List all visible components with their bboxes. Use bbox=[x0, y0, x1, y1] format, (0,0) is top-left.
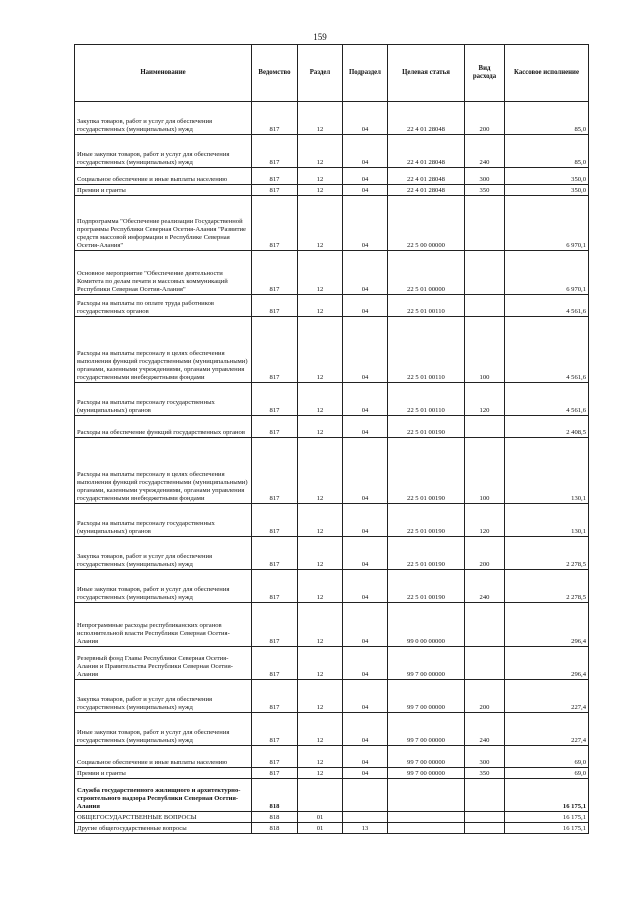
cell-cash: 227,4 bbox=[505, 713, 589, 746]
cell-name: Закупка товаров, работ и услуг для обеспечения государственных (муниципальных) нужд bbox=[75, 102, 252, 135]
cell-expense-type bbox=[465, 823, 505, 834]
cell-ministry: 817 bbox=[252, 680, 298, 713]
cell-section: 12 bbox=[298, 438, 343, 504]
cell-ministry: 817 bbox=[252, 168, 298, 185]
cell-subsection: 04 bbox=[343, 746, 388, 768]
cell-section: 12 bbox=[298, 647, 343, 680]
cell-target: 22 5 01 00190 bbox=[388, 416, 465, 438]
cell-cash: 2 278,5 bbox=[505, 570, 589, 603]
cell-section: 12 bbox=[298, 713, 343, 746]
cell-target: 22 5 01 00110 bbox=[388, 317, 465, 383]
cell-expense-type bbox=[465, 196, 505, 251]
cell-cash: 2 278,5 bbox=[505, 537, 589, 570]
table-row bbox=[75, 185, 589, 196]
header-ministry: Ведомство bbox=[252, 45, 298, 102]
header-target: Целевая статья bbox=[388, 45, 465, 102]
table-row bbox=[75, 768, 589, 779]
cell-section: 12 bbox=[298, 317, 343, 383]
cell-name: Расходы на обеспечение функций государственных органов bbox=[75, 416, 252, 438]
table-row bbox=[75, 504, 589, 537]
cell-target: 22 4 01 28048 bbox=[388, 102, 465, 135]
cell-section: 12 bbox=[298, 537, 343, 570]
cell-ministry: 817 bbox=[252, 102, 298, 135]
cell-name: Служба государственного жилищного и архитектурно-строительного надзора Республики Северная Осетия-Алания bbox=[75, 779, 252, 812]
table-row bbox=[75, 251, 589, 295]
cell-cash: 6 970,1 bbox=[505, 196, 589, 251]
cell-expense-type: 200 bbox=[465, 102, 505, 135]
cell-expense-type bbox=[465, 295, 505, 317]
cell-target: 22 5 01 00190 bbox=[388, 438, 465, 504]
cell-ministry: 817 bbox=[252, 383, 298, 416]
cell-cash: 16 175,1 bbox=[505, 779, 589, 812]
table-row bbox=[75, 537, 589, 570]
cell-name: Непрограммные расходы республиканских органов исполнительной власти Республики Северная Осетия-Алания bbox=[75, 603, 252, 647]
cell-cash: 16 175,1 bbox=[505, 823, 589, 834]
cell-cash: 296,4 bbox=[505, 603, 589, 647]
page-number: 159 bbox=[313, 32, 327, 42]
cell-ministry: 817 bbox=[252, 603, 298, 647]
cell-expense-type: 120 bbox=[465, 383, 505, 416]
cell-section: 12 bbox=[298, 570, 343, 603]
table-header-row bbox=[75, 45, 589, 102]
table-row bbox=[75, 168, 589, 185]
cell-cash: 296,4 bbox=[505, 647, 589, 680]
cell-name: Иные закупки товаров, работ и услуг для обеспечения государственных (муниципальных) нужд bbox=[75, 570, 252, 603]
cell-ministry: 817 bbox=[252, 768, 298, 779]
cell-expense-type: 240 bbox=[465, 713, 505, 746]
cell-target: 99 7 00 00000 bbox=[388, 680, 465, 713]
table-row bbox=[75, 746, 589, 768]
table-row bbox=[75, 383, 589, 416]
cell-cash: 69,0 bbox=[505, 746, 589, 768]
cell-name: Резервный фонд Главы Республики Северная Осетия-Алания и Правительства Республики Северная Осетия-Алания bbox=[75, 647, 252, 680]
cell-name: Премии и гранты bbox=[75, 768, 252, 779]
cell-target: 22 5 01 00190 bbox=[388, 504, 465, 537]
cell-subsection: 04 bbox=[343, 383, 388, 416]
cell-cash: 85,0 bbox=[505, 135, 589, 168]
header-section: Раздел bbox=[298, 45, 343, 102]
cell-target bbox=[388, 823, 465, 834]
cell-cash: 4 561,6 bbox=[505, 295, 589, 317]
cell-ministry: 817 bbox=[252, 135, 298, 168]
cell-subsection: 04 bbox=[343, 603, 388, 647]
cell-expense-type: 120 bbox=[465, 504, 505, 537]
cell-section: 12 bbox=[298, 168, 343, 185]
cell-subsection: 04 bbox=[343, 416, 388, 438]
cell-expense-type: 200 bbox=[465, 537, 505, 570]
cell-name: Расходы на выплаты персоналу государственных (муниципальных) органов bbox=[75, 383, 252, 416]
cell-cash: 350,0 bbox=[505, 168, 589, 185]
cell-subsection: 04 bbox=[343, 768, 388, 779]
cell-target: 22 5 01 00000 bbox=[388, 251, 465, 295]
cell-name: Подпрограмма "Обеспечение реализации Государственной программы Республики Северная Осетия-Алания "Развитие средств массовой информации в Республике Северная Осетия-Алания" bbox=[75, 196, 252, 251]
cell-target: 22 4 01 28048 bbox=[388, 185, 465, 196]
cell-section bbox=[298, 779, 343, 812]
cell-subsection: 04 bbox=[343, 185, 388, 196]
header-expense-type: Вид расхода bbox=[465, 45, 505, 102]
cell-target: 99 7 00 00000 bbox=[388, 768, 465, 779]
cell-cash: 69,0 bbox=[505, 768, 589, 779]
cell-ministry: 817 bbox=[252, 416, 298, 438]
header-cash: Кассовое исполнение bbox=[505, 45, 589, 102]
cell-subsection: 04 bbox=[343, 680, 388, 713]
cell-subsection bbox=[343, 812, 388, 823]
budget-table bbox=[74, 44, 589, 834]
cell-subsection: 04 bbox=[343, 102, 388, 135]
cell-expense-type bbox=[465, 251, 505, 295]
table-row bbox=[75, 603, 589, 647]
cell-target: 99 0 00 00000 bbox=[388, 603, 465, 647]
cell-subsection: 04 bbox=[343, 135, 388, 168]
cell-expense-type: 200 bbox=[465, 680, 505, 713]
cell-name: Закупка товаров, работ и услуг для обеспечения государственных (муниципальных) нужд bbox=[75, 537, 252, 570]
cell-expense-type: 100 bbox=[465, 317, 505, 383]
cell-subsection: 04 bbox=[343, 168, 388, 185]
table-row bbox=[75, 295, 589, 317]
cell-subsection: 04 bbox=[343, 295, 388, 317]
table-row bbox=[75, 779, 589, 812]
table-row bbox=[75, 713, 589, 746]
cell-name: Расходы на выплаты персоналу в целях обеспечения выполнения функций государственными (муниципальными) органами, казенными учреждениями, органами управления государственными внебюджетными фондами bbox=[75, 317, 252, 383]
cell-ministry: 817 bbox=[252, 647, 298, 680]
cell-name: Закупка товаров, работ и услуг для обеспечения государственных (муниципальных) нужд bbox=[75, 680, 252, 713]
table-row bbox=[75, 647, 589, 680]
cell-cash: 16 175,1 bbox=[505, 812, 589, 823]
cell-cash: 350,0 bbox=[505, 185, 589, 196]
cell-target: 22 4 01 28048 bbox=[388, 135, 465, 168]
cell-name: ОБЩЕГОСУДАРСТВЕННЫЕ ВОПРОСЫ bbox=[75, 812, 252, 823]
cell-section: 12 bbox=[298, 746, 343, 768]
cell-target: 22 5 01 00110 bbox=[388, 295, 465, 317]
cell-section: 12 bbox=[298, 196, 343, 251]
cell-ministry: 817 bbox=[252, 317, 298, 383]
cell-section: 12 bbox=[298, 185, 343, 196]
cell-ministry: 817 bbox=[252, 295, 298, 317]
table-row bbox=[75, 823, 589, 834]
cell-name: Другие общегосударственные вопросы bbox=[75, 823, 252, 834]
cell-cash: 6 970,1 bbox=[505, 251, 589, 295]
cell-section: 12 bbox=[298, 383, 343, 416]
cell-section: 12 bbox=[298, 251, 343, 295]
cell-expense-type: 350 bbox=[465, 185, 505, 196]
cell-subsection: 04 bbox=[343, 713, 388, 746]
cell-name: Премии и гранты bbox=[75, 185, 252, 196]
cell-ministry: 817 bbox=[252, 713, 298, 746]
table-row bbox=[75, 135, 589, 168]
cell-expense-type bbox=[465, 603, 505, 647]
table-row bbox=[75, 196, 589, 251]
cell-name: Расходы на выплаты персоналу в целях обеспечения выполнения функций государственными (муниципальными) органами, казенными учреждениями, органами управления государственными внебюджетными фондами bbox=[75, 438, 252, 504]
cell-expense-type bbox=[465, 779, 505, 812]
cell-section: 12 bbox=[298, 504, 343, 537]
cell-section: 12 bbox=[298, 416, 343, 438]
cell-target: 99 7 00 00000 bbox=[388, 713, 465, 746]
cell-ministry: 818 bbox=[252, 823, 298, 834]
cell-target: 22 5 01 00190 bbox=[388, 570, 465, 603]
cell-section: 12 bbox=[298, 680, 343, 713]
table-row bbox=[75, 102, 589, 135]
cell-ministry: 817 bbox=[252, 570, 298, 603]
cell-target: 99 7 00 00000 bbox=[388, 746, 465, 768]
cell-subsection: 13 bbox=[343, 823, 388, 834]
cell-name: Социальное обеспечение и иные выплаты населению bbox=[75, 168, 252, 185]
cell-name: Иные закупки товаров, работ и услуг для обеспечения государственных (муниципальных) нужд bbox=[75, 135, 252, 168]
cell-cash: 227,4 bbox=[505, 680, 589, 713]
cell-ministry: 817 bbox=[252, 537, 298, 570]
cell-target: 22 4 01 28048 bbox=[388, 168, 465, 185]
cell-expense-type: 240 bbox=[465, 135, 505, 168]
cell-subsection: 04 bbox=[343, 537, 388, 570]
cell-expense-type: 240 bbox=[465, 570, 505, 603]
cell-section: 12 bbox=[298, 135, 343, 168]
cell-ministry: 817 bbox=[252, 746, 298, 768]
cell-target: 22 5 00 00000 bbox=[388, 196, 465, 251]
cell-ministry: 817 bbox=[252, 504, 298, 537]
cell-subsection: 04 bbox=[343, 438, 388, 504]
cell-subsection: 04 bbox=[343, 251, 388, 295]
cell-expense-type: 350 bbox=[465, 768, 505, 779]
cell-expense-type bbox=[465, 416, 505, 438]
cell-cash: 2 408,5 bbox=[505, 416, 589, 438]
table-row bbox=[75, 680, 589, 713]
cell-cash: 130,1 bbox=[505, 438, 589, 504]
cell-subsection: 04 bbox=[343, 196, 388, 251]
header-name: Наименование bbox=[75, 45, 252, 102]
cell-expense-type: 300 bbox=[465, 746, 505, 768]
cell-target: 22 5 01 00110 bbox=[388, 383, 465, 416]
table-row bbox=[75, 812, 589, 823]
cell-ministry: 817 bbox=[252, 438, 298, 504]
cell-expense-type: 100 bbox=[465, 438, 505, 504]
cell-target bbox=[388, 812, 465, 823]
cell-target: 99 7 00 00000 bbox=[388, 647, 465, 680]
cell-cash: 4 561,6 bbox=[505, 317, 589, 383]
cell-subsection bbox=[343, 779, 388, 812]
table-row bbox=[75, 416, 589, 438]
cell-subsection: 04 bbox=[343, 647, 388, 680]
cell-section: 12 bbox=[298, 295, 343, 317]
cell-section: 01 bbox=[298, 812, 343, 823]
cell-subsection: 04 bbox=[343, 570, 388, 603]
cell-ministry: 818 bbox=[252, 812, 298, 823]
table-row bbox=[75, 317, 589, 383]
cell-section: 12 bbox=[298, 768, 343, 779]
cell-name: Социальное обеспечение и иные выплаты населению bbox=[75, 746, 252, 768]
cell-ministry: 817 bbox=[252, 196, 298, 251]
cell-subsection: 04 bbox=[343, 504, 388, 537]
cell-section: 01 bbox=[298, 823, 343, 834]
header-subsection: Подраздел bbox=[343, 45, 388, 102]
cell-cash: 85,0 bbox=[505, 102, 589, 135]
cell-section: 12 bbox=[298, 102, 343, 135]
cell-cash: 130,1 bbox=[505, 504, 589, 537]
cell-expense-type bbox=[465, 647, 505, 680]
cell-target: 22 5 01 00190 bbox=[388, 537, 465, 570]
cell-ministry: 818 bbox=[252, 779, 298, 812]
table-row bbox=[75, 570, 589, 603]
cell-section: 12 bbox=[298, 603, 343, 647]
table-row bbox=[75, 438, 589, 504]
cell-cash: 4 561,6 bbox=[505, 383, 589, 416]
cell-name: Основное мероприятие "Обеспечение деятельности Комитета по делам печати и массовых коммуникаций Республики Северная Осетия-Алания" bbox=[75, 251, 252, 295]
cell-expense-type: 300 bbox=[465, 168, 505, 185]
cell-ministry: 817 bbox=[252, 251, 298, 295]
cell-subsection: 04 bbox=[343, 317, 388, 383]
cell-name: Иные закупки товаров, работ и услуг для обеспечения государственных (муниципальных) нужд bbox=[75, 713, 252, 746]
cell-name: Расходы на выплаты персоналу государственных (муниципальных) органов bbox=[75, 504, 252, 537]
cell-target bbox=[388, 779, 465, 812]
cell-name: Расходы на выплаты по оплате труда работников государственных органов bbox=[75, 295, 252, 317]
cell-ministry: 817 bbox=[252, 185, 298, 196]
cell-expense-type bbox=[465, 812, 505, 823]
